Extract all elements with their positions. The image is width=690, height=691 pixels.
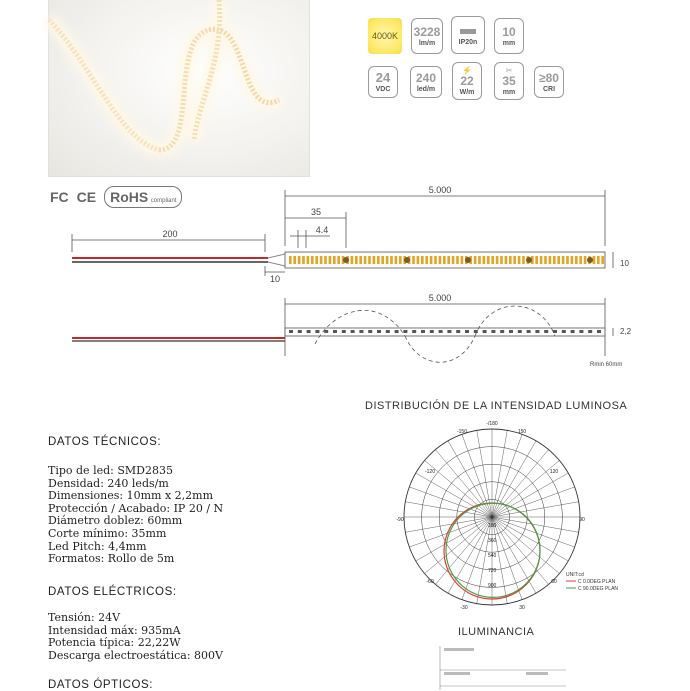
electrical-line: Intensidad máx: 935mA — [48, 623, 181, 637]
spec-line: Corte mínimo: 35mm — [48, 526, 167, 540]
led-chip-side — [474, 330, 478, 333]
led-chip-side — [465, 330, 469, 333]
polar-angle-label: 60 — [551, 579, 557, 585]
cut-point-pad — [526, 257, 532, 263]
datos-opticos-heading: DATOS ÓPTICOS: — [48, 679, 154, 691]
led-chip — [364, 256, 367, 264]
led-chip — [566, 256, 569, 264]
cri-icon: ≥80 CRI — [534, 66, 564, 98]
led-chip-side — [509, 330, 513, 333]
led-chip-side — [562, 330, 566, 333]
spec-line: Dimensiones: 10mm x 2,2mm — [48, 489, 213, 503]
led-chip — [443, 256, 446, 264]
voltage-icon: 24 VDC — [368, 66, 398, 98]
dim-thickness: 2,2 — [620, 327, 632, 336]
led-chip — [324, 256, 327, 264]
led-chip-side — [518, 330, 522, 333]
technical-drawing — [60, 186, 640, 376]
led-chip — [452, 256, 455, 264]
led-chip — [509, 256, 512, 264]
power-icon: ⚡ 22 W/m — [452, 62, 482, 100]
ip-rating-icon: IP20n — [451, 16, 485, 54]
led-chip-side — [597, 330, 601, 333]
led-chip — [474, 256, 477, 264]
led-chip — [584, 256, 587, 264]
led-chip — [544, 256, 547, 264]
led-chip — [355, 256, 358, 264]
polar-angle-label: -150 — [456, 429, 468, 435]
led-chip — [553, 256, 556, 264]
cut-point-pad — [404, 257, 410, 263]
spec-line: Led Pitch: 4,4mm — [48, 539, 147, 553]
dim-total-length: 5.000 — [428, 185, 452, 195]
polar-chart-title: DISTRIBUCIÓN DE LA INTENSIDAD LUMINOSA — [365, 400, 628, 412]
led-chip-side — [324, 330, 328, 333]
legend-c90-label: C 90.0DEG PLAN — [578, 586, 619, 592]
polar-angle-label: -60 — [426, 579, 434, 585]
iluminancia-table — [436, 642, 568, 690]
led-chip — [377, 256, 380, 264]
led-chip — [487, 256, 490, 264]
led-chip-side — [544, 330, 548, 333]
led-chip-side — [579, 330, 583, 333]
led-chip-side — [527, 330, 531, 333]
polar-radial-label: 720 — [488, 568, 497, 574]
led-chip — [575, 256, 578, 264]
led-chip — [337, 256, 340, 264]
led-chip-side — [377, 330, 381, 333]
cut-point-pad — [587, 257, 593, 263]
led-chip — [307, 256, 310, 264]
led-chip-side — [289, 330, 293, 333]
led-chip — [320, 256, 323, 264]
led-chip — [359, 256, 362, 264]
polar-angle-label: 120 — [549, 469, 559, 475]
led-chip — [483, 256, 486, 264]
spec-line: Tipo de led: SMD2835 — [48, 464, 173, 477]
cut-point-pad — [465, 257, 471, 263]
led-chip — [399, 256, 402, 264]
led-chip — [601, 256, 604, 264]
led-chip — [386, 256, 389, 264]
polar-legend-title: UNIT:cd — [566, 572, 584, 578]
led-chip-side — [403, 330, 407, 333]
electrical-line: Descarga electroestática: 800V — [48, 648, 223, 662]
led-chip — [390, 256, 393, 264]
cut-point-pad — [343, 257, 349, 263]
led-chip — [381, 256, 384, 264]
led-strip-photo-illustration — [49, 0, 309, 176]
polar-angle-label: 30 — [519, 605, 525, 611]
spec-line: Formatos: Rollo de 5m — [48, 552, 175, 566]
led-chip — [491, 256, 494, 264]
polar-radial-label: 180 — [488, 523, 497, 529]
led-chip — [311, 256, 314, 264]
datos-electricos-heading: DATOS ELÉCTRICOS: — [48, 586, 177, 598]
polar-angle-label: 150 — [517, 429, 527, 435]
led-chip — [496, 256, 499, 264]
led-chip — [571, 256, 574, 264]
led-chip — [421, 256, 424, 264]
dim-pitch: 4.4 — [315, 225, 329, 235]
led-density-icon: 240 led/m — [410, 66, 442, 98]
led-chip-side — [298, 330, 302, 333]
led-chip — [333, 256, 336, 264]
led-chip — [518, 256, 521, 264]
led-chip — [293, 256, 296, 264]
dim-width: 10 — [620, 259, 629, 268]
led-chip-side — [500, 330, 504, 333]
led-chip — [329, 256, 332, 264]
led-chip-side — [447, 330, 451, 333]
led-chip — [505, 256, 508, 264]
scissors-icon: ✂ — [505, 65, 513, 75]
led-chip — [500, 256, 503, 264]
rmin-label: Rmin 60mm — [590, 362, 623, 368]
led-chip — [425, 256, 428, 264]
dim-total-length-side: 5.000 — [428, 293, 452, 303]
spec-line: Densidad: 240 leds/m — [48, 476, 169, 490]
cut-length-icon: ✂ 35 mm — [494, 62, 524, 100]
led-chip-side — [430, 330, 434, 333]
ip-shape-icon — [458, 25, 478, 37]
polar-angle-label: -90 — [396, 517, 404, 523]
led-chip — [302, 256, 305, 264]
dim-lead-offset: 10 — [269, 274, 281, 284]
led-chip — [478, 256, 481, 264]
datos-opticos — [48, 679, 153, 691]
led-chip-side — [421, 330, 425, 333]
led-chip-side — [359, 330, 363, 333]
led-chip-side — [315, 330, 319, 333]
dim-cut-length: 35 — [310, 207, 322, 217]
dim-cable-length: 200 — [162, 229, 178, 239]
datos-tecnicos — [48, 436, 223, 566]
datos-electricos — [48, 586, 223, 662]
spec-line: Diámetro doblez: 60mm — [48, 514, 183, 528]
legend-c0-label: C 0.0DEG PLAN — [578, 579, 616, 585]
led-chip-side — [333, 330, 337, 333]
led-chip-side — [412, 330, 416, 333]
led-chip — [289, 256, 292, 264]
led-chip-side — [351, 330, 355, 333]
led-chip-side — [535, 330, 539, 333]
ce-logo: CE — [76, 189, 97, 205]
spec-line: Protección / Acabado: IP 20 / N — [48, 501, 224, 515]
led-chip — [298, 256, 301, 264]
led-chip — [597, 256, 600, 264]
product-photo — [48, 0, 310, 177]
rohs-logo: RoHS compliant — [104, 186, 182, 208]
led-chip-side — [571, 330, 575, 333]
led-chip-side — [386, 330, 390, 333]
led-chip-side — [342, 330, 346, 333]
led-chip — [434, 256, 437, 264]
led-chip-side — [395, 330, 399, 333]
led-chip — [373, 256, 376, 264]
led-chip — [412, 256, 415, 264]
led-chip — [417, 256, 420, 264]
led-chip-side — [491, 330, 495, 333]
led-chip-side — [368, 330, 372, 333]
led-chip — [351, 256, 354, 264]
led-chip — [315, 256, 318, 264]
led-chip-side — [307, 330, 311, 333]
polar-radial-label: 540 — [488, 553, 497, 559]
led-chip-side — [483, 330, 487, 333]
polar-angle-label: 90 — [579, 517, 585, 523]
width-icon: 10 mm — [494, 18, 524, 54]
datos-tecnicos-heading: DATOS TÉCNICOS: — [48, 436, 162, 448]
polar-angle-label: -120 — [424, 469, 436, 475]
led-chip — [513, 256, 516, 264]
polar-angle-label: -30 — [460, 605, 468, 611]
led-chip — [447, 256, 450, 264]
electrical-line: Potencia típica: 22,22W — [48, 636, 181, 650]
lumen-icon: 3228 lm/m — [411, 18, 443, 54]
led-chip-side — [456, 330, 460, 333]
led-chip — [557, 256, 560, 264]
led-chip — [456, 256, 459, 264]
led-chip — [368, 256, 371, 264]
fc-logo: FC — [50, 189, 69, 205]
led-chip — [562, 256, 565, 264]
led-chip — [439, 256, 442, 264]
led-chip — [522, 256, 525, 264]
led-chip — [395, 256, 398, 264]
polar-radial-label: 360 — [488, 538, 497, 544]
led-chip — [540, 256, 543, 264]
led-chip — [461, 256, 464, 264]
led-chip — [549, 256, 552, 264]
cct-badge: 4000K — [368, 18, 402, 54]
electrical-line: Tensión: 24V — [48, 611, 121, 624]
led-chip-side — [588, 330, 592, 333]
led-chip — [535, 256, 538, 264]
polar-radial-label: 900 — [488, 583, 497, 589]
iluminancia-title: ILUMINANCIA — [458, 626, 535, 638]
polar-intensity-chart — [396, 421, 619, 612]
led-chip-side — [553, 330, 557, 333]
polar-angle-label: -/180 — [486, 421, 498, 427]
led-chip — [579, 256, 582, 264]
led-chip — [430, 256, 433, 264]
led-chip-side — [439, 330, 443, 333]
